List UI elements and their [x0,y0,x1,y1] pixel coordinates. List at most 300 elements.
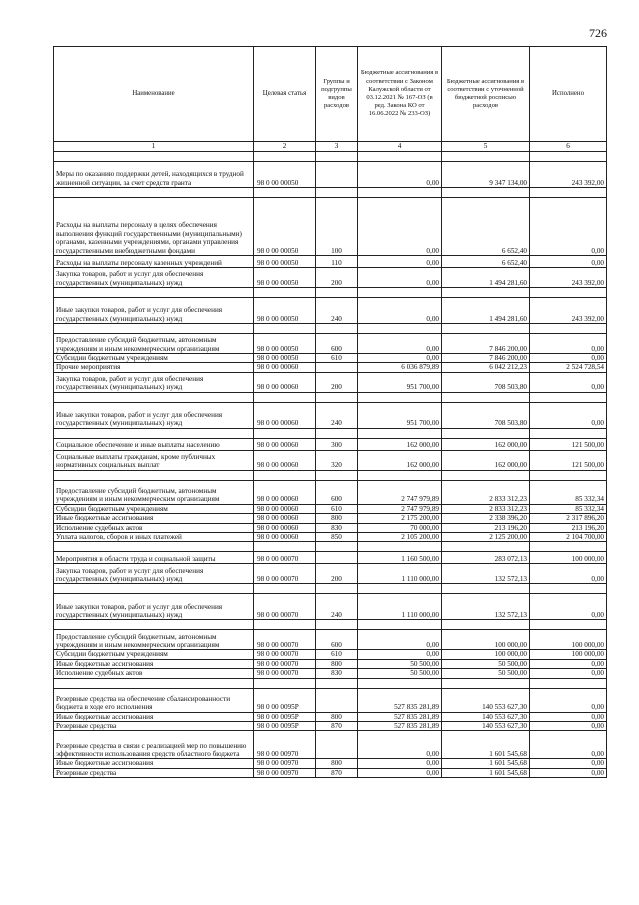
header-executed: Исполнено [530,47,607,142]
cell-v5: 132 572,13 [442,594,530,620]
cell-cs: 98 0 00 0095Р [254,722,316,731]
table-row [54,552,607,564]
table-row [54,630,607,650]
cell-v6: 213 196,20 [530,523,607,532]
cell-v5: 2 833 312,23 [442,480,530,504]
cell-v6: 121 500,00 [530,450,607,470]
cell-v4: 2 747 979,89 [358,480,442,504]
column-number: 5 [442,142,530,152]
cell-v6: 0,00 [530,354,607,363]
cell-name: Уплата налогов, сборов и иных платежей [54,533,254,542]
cell-v5: 140 553 627,30 [442,722,530,731]
table-row [54,759,607,768]
spacer-cell [254,584,316,594]
cell-cs: 98 0 00 00060 [254,504,316,513]
table-row [54,162,607,188]
spacer-cell [54,288,254,298]
cell-name: Иные бюджетные ассигнования [54,514,254,523]
cell-name: Иные бюджетные ассигнования [54,759,254,768]
cell-vr: 240 [316,402,358,428]
cell-vr: 320 [316,450,358,470]
spacer-cell [442,584,530,594]
spacer-cell [442,392,530,402]
spacer-cell [442,324,530,334]
cell-cs: 98 0 00 00060 [254,523,316,532]
spacer-cell [442,288,530,298]
cell-v6: 243 392,00 [530,298,607,324]
table-row [54,650,607,659]
spacer-cell [316,188,358,198]
cell-v4: 951 700,00 [358,372,442,392]
cell-v4: 527 835 281,89 [358,688,442,712]
spacer-cell [358,542,442,552]
column-number: 4 [358,142,442,152]
spacer-cell [316,678,358,688]
spacer-cell [316,542,358,552]
table-row [54,438,607,450]
cell-cs: 98 0 00 00050 [254,354,316,363]
cell-name: Субсидии бюджетным учреждениям [54,650,254,659]
cell-v4: 1 110 000,00 [358,564,442,584]
cell-cs: 98 0 00 00070 [254,659,316,668]
cell-cs: 98 0 00 00970 [254,768,316,777]
cell-vr: 830 [316,523,358,532]
cell-v4: 0,00 [358,630,442,650]
column-number: 2 [254,142,316,152]
cell-v5: 100 000,00 [442,630,530,650]
spacer-cell [316,392,358,402]
table-row [54,256,607,268]
cell-vr: 200 [316,564,358,584]
table-row [54,533,607,542]
spacer-cell [530,152,607,162]
cell-name: Закупка товаров, работ и услуг для обеспечения государственных (муниципальных) нужд [54,564,254,584]
cell-v4: 2 105 200,00 [358,533,442,542]
cell-cs: 98 0 00 00060 [254,363,316,372]
cell-v5: 7 846 200,00 [442,334,530,354]
spacer-cell [54,428,254,438]
cell-v4: 951 700,00 [358,402,442,428]
cell-v6: 0,00 [530,402,607,428]
cell-v6: 2 104 700,00 [530,533,607,542]
cell-name: Предоставление субсидий бюджетным, автономным учреждениям и иным некоммерческим организациям [54,480,254,504]
table-row [54,564,607,584]
cell-v6: 2 317 896,20 [530,514,607,523]
cell-v6: 100 000,00 [530,630,607,650]
cell-cs: 98 0 00 00070 [254,630,316,650]
cell-vr: 300 [316,438,358,450]
cell-v5: 50 500,00 [442,659,530,668]
table-row [54,768,607,777]
table-row [54,504,607,513]
cell-v4: 527 835 281,89 [358,722,442,731]
cell-name: Закупка товаров, работ и услуг для обеспечения государственных (муниципальных) нужд [54,268,254,288]
cell-v5: 100 000,00 [442,650,530,659]
spacer-cell [530,678,607,688]
spacer-cell [530,288,607,298]
table-row [54,268,607,288]
header-law-allocations: Бюджетные ассигнования в соответствии с Законом Калужской области от 03.12.2021 № 167-ОЗ (в ред. Закона КО от 16.06.2022 № 233-ОЗ) [358,47,442,142]
cell-vr: 110 [316,256,358,268]
cell-v6: 0,00 [530,669,607,678]
cell-vr: 600 [316,480,358,504]
cell-v5: 2 338 396,20 [442,514,530,523]
cell-v4: 0,00 [358,268,442,288]
table-row [54,659,607,668]
cell-v4: 2 747 979,89 [358,504,442,513]
spacer-cell [54,324,254,334]
cell-vr: 800 [316,759,358,768]
cell-v5: 162 000,00 [442,438,530,450]
cell-v4: 0,00 [358,354,442,363]
cell-vr: 200 [316,372,358,392]
cell-name: Расходы на выплаты персоналу в целях обеспечения выполнения функций государственными (муниципальными) органами, казенными учреждениями, органами управления государственными внебюджетными фондами [54,198,254,256]
cell-v6: 0,00 [530,712,607,721]
cell-name: Предоставление субсидий бюджетным, автономным учреждениям и иным некоммерческим организациям [54,630,254,650]
column-number: 1 [54,142,254,152]
spacer-cell [442,470,530,480]
cell-vr: 600 [316,334,358,354]
cell-v5: 132 572,13 [442,564,530,584]
column-number: 6 [530,142,607,152]
cell-name: Резервные средства на обеспечение сбалансированности бюджета в ходе его исполнения [54,688,254,712]
spacer-cell [358,188,442,198]
spacer-cell [442,188,530,198]
cell-v6: 0,00 [530,334,607,354]
cell-v5: 283 072,13 [442,552,530,564]
spacer-cell [442,542,530,552]
spacer-cell [316,152,358,162]
cell-name: Закупка товаров, работ и услуг для обеспечения государственных (муниципальных) нужд [54,372,254,392]
spacer-row [54,288,607,298]
spacer-cell [254,678,316,688]
table-row [54,523,607,532]
cell-name: Резервные средства [54,722,254,731]
spacer-row [54,620,607,630]
cell-vr [316,162,358,188]
cell-v4: 0,00 [358,198,442,256]
spacer-row [54,584,607,594]
table-row [54,688,607,712]
spacer-cell [54,542,254,552]
cell-name: Расходы на выплаты персоналу казенных учреждений [54,256,254,268]
cell-cs: 98 0 00 00050 [254,334,316,354]
cell-vr: 100 [316,198,358,256]
budget-table [53,46,607,778]
cell-name: Иные бюджетные ассигнования [54,659,254,668]
cell-v6: 0,00 [530,688,607,712]
cell-cs: 98 0 00 00070 [254,594,316,620]
cell-v6: 0,00 [530,731,607,759]
cell-v6: 243 392,00 [530,268,607,288]
cell-cs: 98 0 00 00050 [254,298,316,324]
cell-vr [316,363,358,372]
spacer-cell [316,584,358,594]
table-row [54,722,607,731]
cell-name: Социальные выплаты гражданам, кроме публичных нормативных социальных выплат [54,450,254,470]
cell-v4: 50 500,00 [358,669,442,678]
cell-vr: 800 [316,659,358,668]
spacer-cell [530,392,607,402]
spacer-cell [442,620,530,630]
table-row [54,712,607,721]
table-row [54,402,607,428]
cell-v5: 6 652,40 [442,256,530,268]
spacer-row [54,324,607,334]
spacer-cell [358,620,442,630]
spacer-cell [254,152,316,162]
cell-v5: 1 494 281,60 [442,268,530,288]
cell-v4: 50 500,00 [358,659,442,668]
cell-cs: 98 0 00 00060 [254,438,316,450]
cell-v5: 140 553 627,30 [442,712,530,721]
spacer-cell [358,428,442,438]
table-row [54,731,607,759]
cell-v4: 1 160 500,00 [358,552,442,564]
cell-v5: 140 553 627,30 [442,688,530,712]
cell-vr: 200 [316,268,358,288]
cell-v5: 708 503,80 [442,372,530,392]
header-name: Наименование [54,47,254,142]
spacer-cell [530,584,607,594]
spacer-row [54,542,607,552]
cell-v4: 2 175 200,00 [358,514,442,523]
cell-v6: 0,00 [530,759,607,768]
cell-cs: 98 0 00 00070 [254,669,316,678]
cell-v4: 162 000,00 [358,438,442,450]
cell-v6: 85 332,34 [530,504,607,513]
cell-name: Иные бюджетные ассигнования [54,712,254,721]
spacer-cell [530,470,607,480]
spacer-cell [54,152,254,162]
spacer-cell [254,470,316,480]
cell-v4: 0,00 [358,298,442,324]
cell-vr: 600 [316,630,358,650]
cell-v5: 50 500,00 [442,669,530,678]
cell-v4: 0,00 [358,731,442,759]
cell-vr: 240 [316,298,358,324]
spacer-cell [358,584,442,594]
table-body [54,152,607,778]
cell-name: Резервные средства [54,768,254,777]
spacer-cell [316,288,358,298]
cell-vr: 800 [316,712,358,721]
spacer-cell [316,470,358,480]
cell-v6: 0,00 [530,198,607,256]
spacer-cell [358,392,442,402]
cell-v6: 0,00 [530,594,607,620]
cell-v6: 0,00 [530,372,607,392]
cell-v6: 100 000,00 [530,650,607,659]
table-row [54,354,607,363]
cell-name: Прочие мероприятия [54,363,254,372]
cell-v4: 6 036 879,89 [358,363,442,372]
cell-vr: 610 [316,504,358,513]
spacer-row [54,188,607,198]
table-row [54,669,607,678]
spacer-row [54,392,607,402]
cell-vr: 610 [316,650,358,659]
table-row [54,298,607,324]
spacer-cell [254,542,316,552]
cell-v4: 527 835 281,89 [358,712,442,721]
cell-vr: 850 [316,533,358,542]
spacer-cell [530,542,607,552]
cell-v6: 0,00 [530,768,607,777]
cell-v5: 162 000,00 [442,450,530,470]
cell-v4: 70 000,00 [358,523,442,532]
spacer-cell [530,324,607,334]
spacer-row [54,470,607,480]
cell-v5: 6 652,40 [442,198,530,256]
cell-v5: 2 833 312,23 [442,504,530,513]
cell-v4: 0,00 [358,334,442,354]
cell-name: Исполнение судебных актов [54,669,254,678]
page-number: 726 [589,26,607,40]
cell-v4: 162 000,00 [358,450,442,470]
cell-v5: 1 601 545,68 [442,731,530,759]
cell-cs: 98 0 00 00070 [254,564,316,584]
cell-vr: 800 [316,514,358,523]
cell-cs: 98 0 00 00050 [254,198,316,256]
cell-v5: 2 125 200,00 [442,533,530,542]
cell-v4: 0,00 [358,650,442,659]
cell-v4: 0,00 [358,768,442,777]
table-row [54,363,607,372]
spacer-cell [358,152,442,162]
spacer-cell [316,428,358,438]
cell-v4: 0,00 [358,256,442,268]
cell-vr: 870 [316,722,358,731]
spacer-cell [54,678,254,688]
cell-cs: 98 0 00 00070 [254,650,316,659]
cell-vr [316,552,358,564]
table-row [54,334,607,354]
cell-v5: 708 503,80 [442,402,530,428]
spacer-cell [442,678,530,688]
column-number-row [54,142,607,152]
cell-v5: 6 042 212,23 [442,363,530,372]
spacer-cell [54,470,254,480]
spacer-cell [54,584,254,594]
spacer-cell [316,620,358,630]
cell-cs: 98 0 00 00970 [254,759,316,768]
cell-cs: 98 0 00 00060 [254,514,316,523]
table-row [54,594,607,620]
cell-v6: 2 524 728,54 [530,363,607,372]
column-number: 3 [316,142,358,152]
cell-name: Иные закупки товаров, работ и услуг для обеспечения государственных (муниципальных) нужд [54,594,254,620]
cell-name: Мероприятия в области труда и социальной защиты [54,552,254,564]
spacer-cell [358,324,442,334]
spacer-row [54,152,607,162]
header-target-article: Целевая статья [254,47,316,142]
header-revised-allocations: Бюджетные ассигнования в соответствии с уточненной бюджетной росписью расходов [442,47,530,142]
cell-name: Меры по оказанию поддержки детей, находящихся в трудной жизненной ситуации, за счет средств гранта [54,162,254,188]
cell-cs: 98 0 00 00050 [254,268,316,288]
cell-cs: 98 0 00 00060 [254,402,316,428]
cell-vr: 610 [316,354,358,363]
cell-name: Исполнение судебных актов [54,523,254,532]
spacer-cell [254,188,316,198]
cell-v5: 1 494 281,60 [442,298,530,324]
cell-vr [316,688,358,712]
spacer-row [54,428,607,438]
cell-name: Предоставление субсидий бюджетным, автономным учреждениям и иным некоммерческим организациям [54,334,254,354]
cell-cs: 98 0 00 0095Р [254,712,316,721]
spacer-cell [358,288,442,298]
cell-v6: 0,00 [530,256,607,268]
spacer-cell [316,324,358,334]
cell-v4: 1 110 000,00 [358,594,442,620]
spacer-cell [54,392,254,402]
cell-cs: 98 0 00 00060 [254,450,316,470]
spacer-cell [254,288,316,298]
cell-cs: 98 0 00 0095Р [254,688,316,712]
cell-v6: 243 392,00 [530,162,607,188]
cell-v6: 85 332,34 [530,480,607,504]
cell-name: Резервные средства в связи с реализацией мер по повышению эффективности использования средств областного бюджета [54,731,254,759]
cell-name: Социальное обеспечение и иные выплаты населению [54,438,254,450]
cell-name: Субсидии бюджетным учреждениям [54,354,254,363]
cell-v5: 1 601 545,68 [442,768,530,777]
spacer-cell [442,152,530,162]
header-expense-groups: Группы и подгруппы видов расходов [316,47,358,142]
table-row [54,514,607,523]
cell-v5: 213 196,20 [442,523,530,532]
table-row [54,372,607,392]
cell-vr: 240 [316,594,358,620]
spacer-cell [530,428,607,438]
spacer-cell [358,470,442,480]
spacer-cell [254,324,316,334]
spacer-cell [54,188,254,198]
table-row [54,480,607,504]
cell-v5: 1 601 545,68 [442,759,530,768]
cell-cs: 98 0 00 00060 [254,372,316,392]
cell-cs: 98 0 00 00060 [254,533,316,542]
cell-v6: 100 000,00 [530,552,607,564]
cell-cs: 98 0 00 00970 [254,731,316,759]
table-row [54,198,607,256]
spacer-cell [530,188,607,198]
table-row [54,450,607,470]
cell-cs: 98 0 00 00070 [254,552,316,564]
cell-v6: 0,00 [530,564,607,584]
spacer-cell [358,678,442,688]
cell-cs: 98 0 00 00050 [254,256,316,268]
cell-cs: 98 0 00 00060 [254,480,316,504]
cell-v5: 7 846 200,00 [442,354,530,363]
cell-name: Иные закупки товаров, работ и услуг для обеспечения государственных (муниципальных) нужд [54,402,254,428]
cell-v6: 121 500,00 [530,438,607,450]
cell-vr: 830 [316,669,358,678]
spacer-cell [254,620,316,630]
spacer-cell [254,428,316,438]
cell-v6: 0,00 [530,722,607,731]
cell-v6: 0,00 [530,659,607,668]
header-row [54,47,607,142]
spacer-cell [254,392,316,402]
cell-name: Иные закупки товаров, работ и услуг для обеспечения государственных (муниципальных) нужд [54,298,254,324]
cell-v5: 9 347 134,00 [442,162,530,188]
spacer-cell [442,428,530,438]
spacer-cell [530,620,607,630]
cell-v4: 0,00 [358,759,442,768]
cell-vr: 870 [316,768,358,777]
cell-name: Субсидии бюджетным учреждениям [54,504,254,513]
spacer-cell [54,620,254,630]
